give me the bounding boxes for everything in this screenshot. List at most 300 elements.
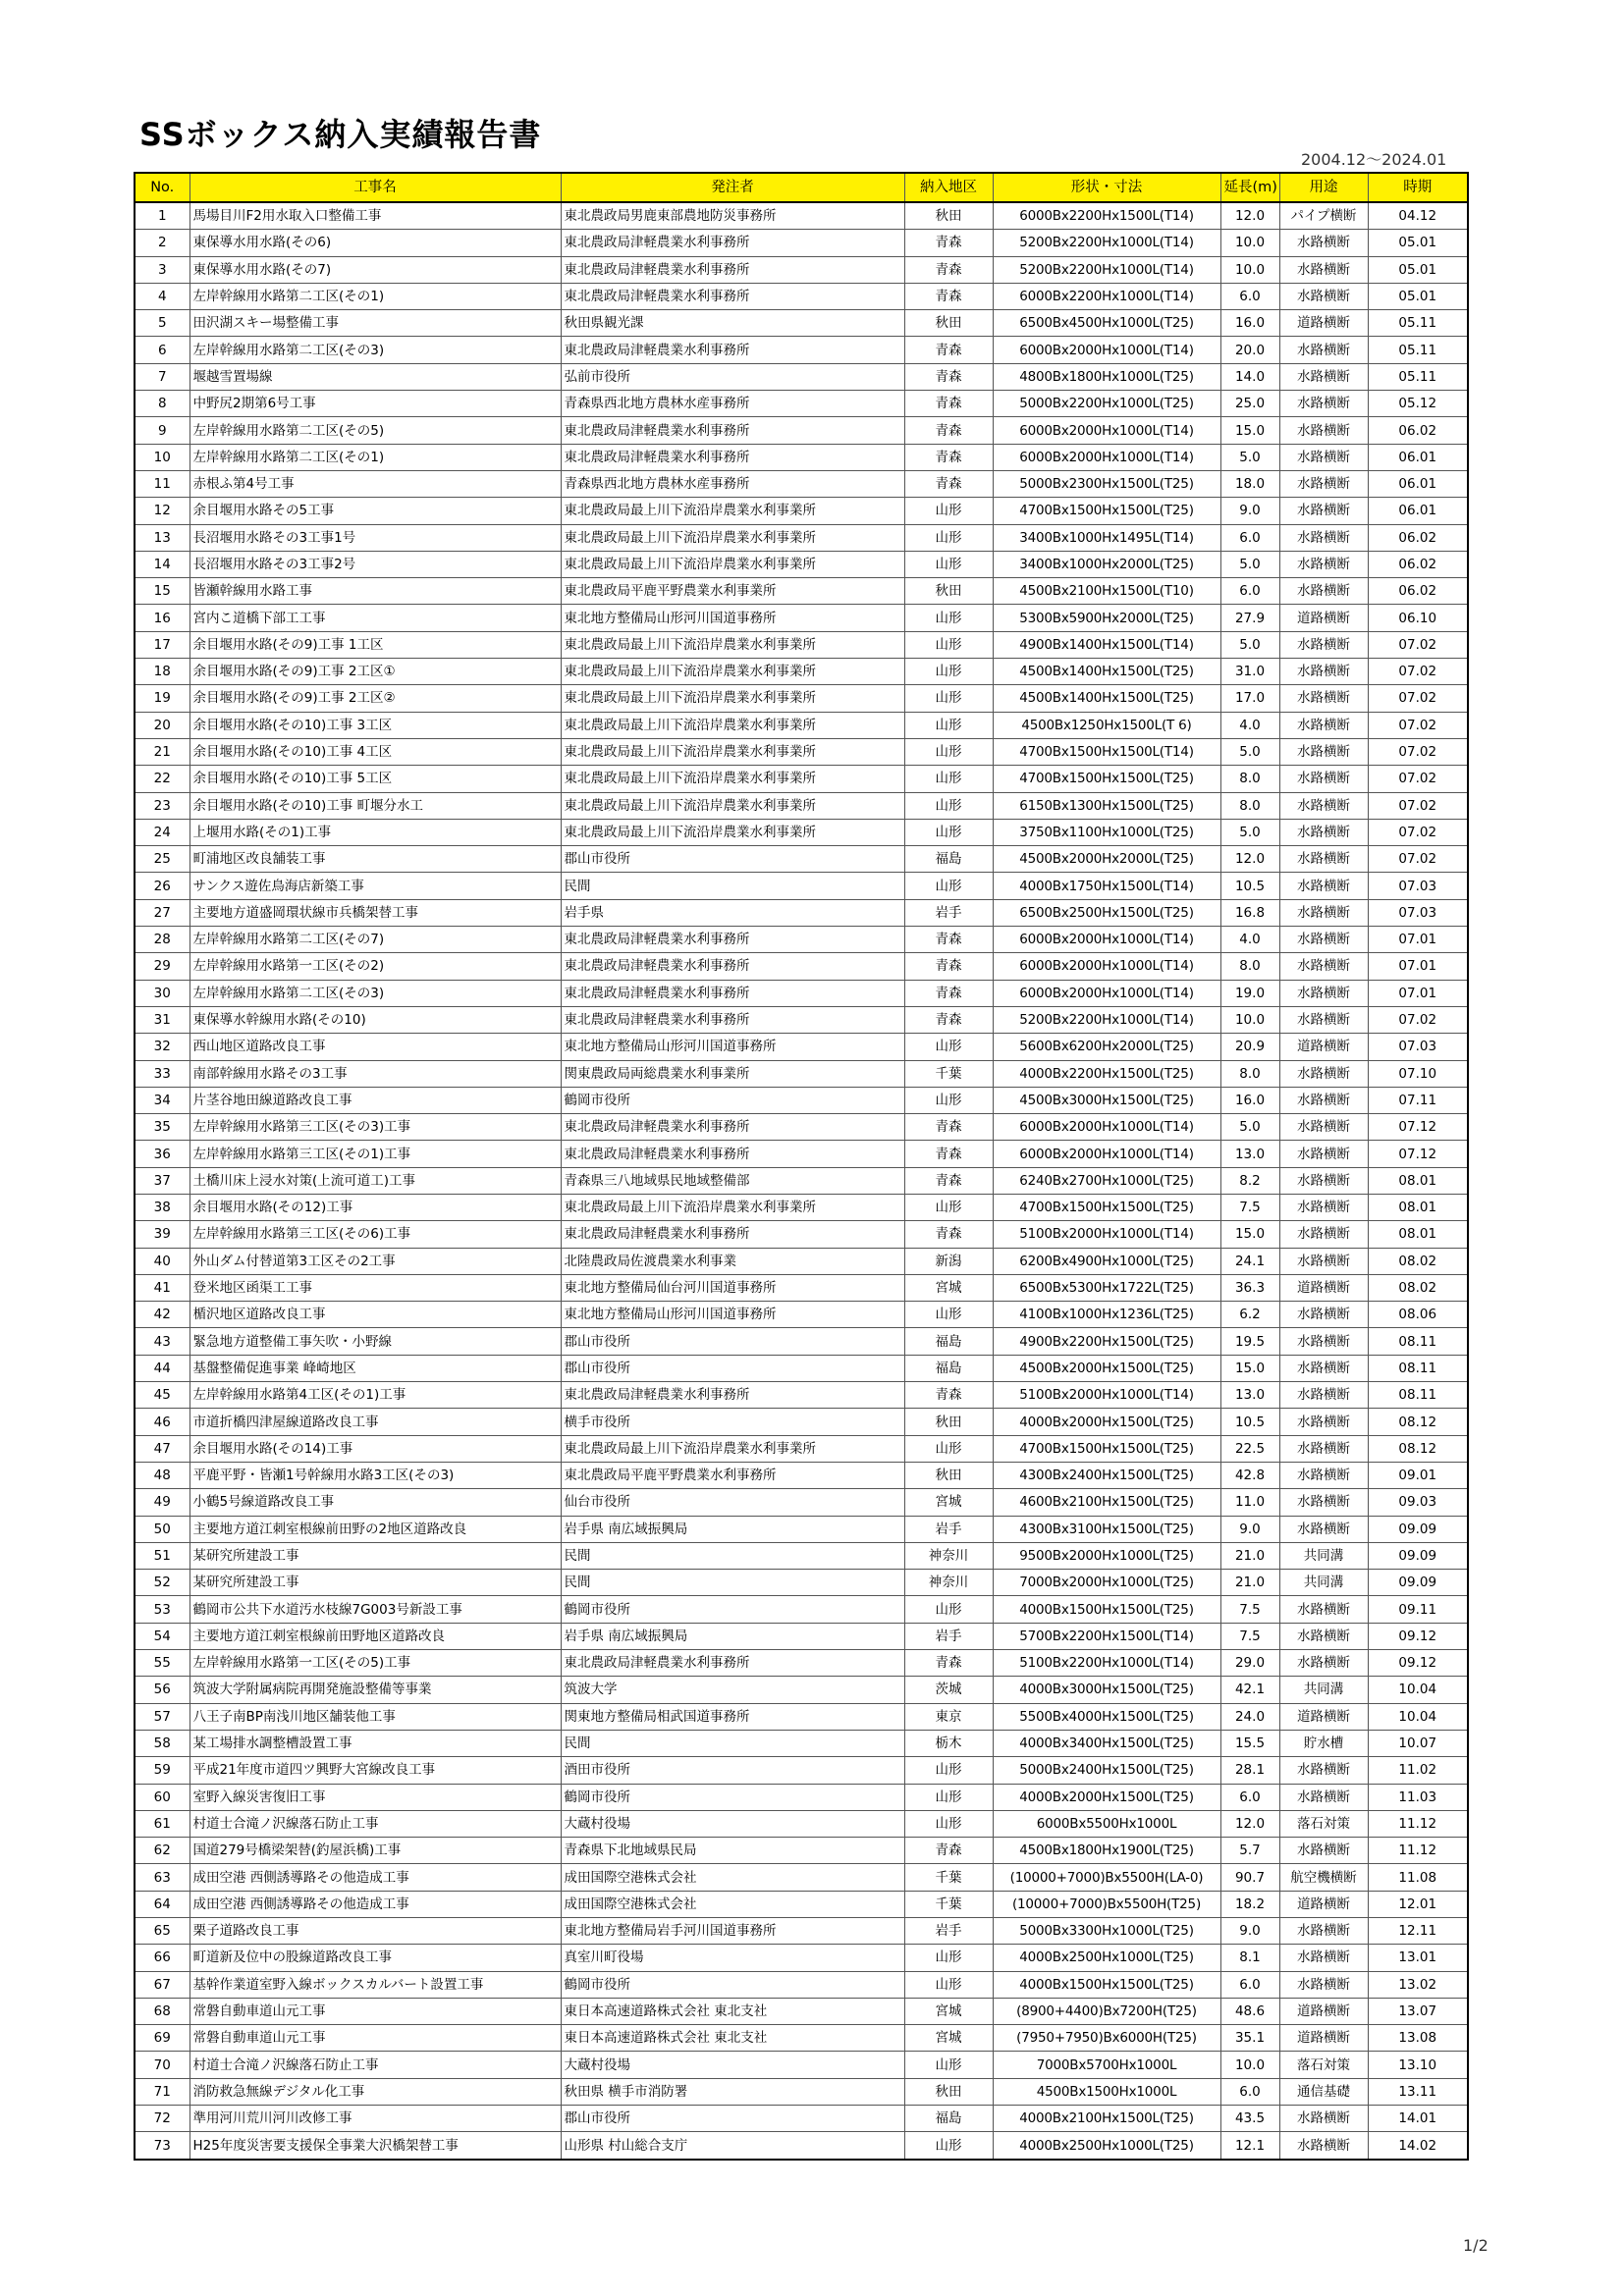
table-row: [135, 337, 1468, 363]
region-cell: 岩手: [904, 1623, 993, 1649]
project-name-cell: 準用河川荒川河川改修工事: [189, 2106, 561, 2132]
usage-cell: 水路横断: [1279, 819, 1368, 845]
dimensions-cell: 5100Bx2200Hx1000L(T14): [993, 1650, 1220, 1677]
client-name-cell: 東北農政局平鹿平野農業水利事業所: [561, 578, 904, 605]
region-cell: 山形: [904, 819, 993, 845]
row-number-cell: 68: [135, 1998, 189, 2024]
dimensions-cell: 4900Bx2200Hx1500L(T25): [993, 1328, 1220, 1355]
region-cell: 山形: [904, 631, 993, 658]
table-row: [135, 1328, 1468, 1355]
client-name-cell: 東北農政局津軽農業水利事務所: [561, 1382, 904, 1409]
period-cell: 05.12: [1368, 391, 1468, 417]
region-cell: 山形: [904, 1971, 993, 1998]
length-cell: 16.0: [1220, 1087, 1279, 1113]
period-cell: 07.03: [1368, 899, 1468, 926]
period-cell: 09.11: [1368, 1596, 1468, 1623]
length-cell: 15.0: [1220, 1355, 1279, 1381]
project-name-cell: 某研究所建設工事: [189, 1570, 561, 1596]
project-name-cell: サンクス遊佐鳥海店新築工事: [189, 873, 561, 899]
length-cell: 18.2: [1220, 1891, 1279, 1917]
dimensions-cell: 4000Bx2500Hx1000L(T25): [993, 2132, 1220, 2160]
client-name-cell: 東北農政局津軽農業水利事務所: [561, 444, 904, 470]
usage-cell: 水路横断: [1279, 283, 1368, 309]
region-cell: 山形: [904, 659, 993, 685]
client-name-cell: 東北農政局最上川下流沿岸農業水利事業所: [561, 1194, 904, 1220]
row-number-cell: 37: [135, 1167, 189, 1194]
period-cell: 07.02: [1368, 685, 1468, 712]
project-name-cell: 左岸幹線用水路第三工区(その3)工事: [189, 1114, 561, 1141]
period-cell: 11.02: [1368, 1757, 1468, 1784]
project-name-cell: 主要地方道江刺室根線前田野の2地区道路改良: [189, 1516, 561, 1542]
region-cell: 青森: [904, 1838, 993, 1864]
table-row: [135, 551, 1468, 577]
region-cell: 山形: [904, 1810, 993, 1837]
client-name-cell: 岩手県 南広域振興局: [561, 1516, 904, 1542]
dimensions-cell: (8900+4400)Bx7200H(T25): [993, 1998, 1220, 2024]
period-cell: 08.02: [1368, 1274, 1468, 1301]
length-cell: 5.0: [1220, 444, 1279, 470]
period-cell: 08.02: [1368, 1248, 1468, 1274]
usage-cell: 水路横断: [1279, 980, 1368, 1006]
table-row: [135, 1864, 1468, 1891]
row-number-cell: 31: [135, 1006, 189, 1033]
project-name-cell: 左岸幹線用水路第二工区(その1): [189, 283, 561, 309]
client-name-cell: 秋田県 横手市消防署: [561, 2078, 904, 2105]
table-row: [135, 1221, 1468, 1248]
project-name-cell: 長沼堰用水路その3工事2号: [189, 551, 561, 577]
region-cell: 青森: [904, 1114, 993, 1141]
project-name-cell: 左岸幹線用水路第三工区(その6)工事: [189, 1221, 561, 1248]
client-name-cell: 関東地方整備局相武国道事務所: [561, 1703, 904, 1730]
length-cell: 10.0: [1220, 230, 1279, 256]
client-name-cell: 弘前市役所: [561, 363, 904, 390]
page-title: SSボックス納入実績報告書: [139, 116, 542, 153]
region-cell: 青森: [904, 1167, 993, 1194]
length-cell: 9.0: [1220, 1516, 1279, 1542]
client-name-cell: 東北農政局津軽農業水利事務所: [561, 927, 904, 953]
period-cell: 06.02: [1368, 417, 1468, 444]
period-cell: 07.02: [1368, 819, 1468, 845]
row-number-cell: 38: [135, 1194, 189, 1220]
usage-cell: 水路横断: [1279, 551, 1368, 577]
period-cell: 09.09: [1368, 1516, 1468, 1542]
length-cell: 10.0: [1220, 1006, 1279, 1033]
usage-cell: 共同溝: [1279, 1542, 1368, 1569]
region-cell: 山形: [904, 1945, 993, 1971]
client-name-cell: 関東農政局両総農業水利事業所: [561, 1060, 904, 1087]
dimensions-cell: 6240Bx2700Hx1000L(T25): [993, 1167, 1220, 1194]
row-number-cell: 11: [135, 470, 189, 497]
client-name-cell: 郡山市役所: [561, 846, 904, 873]
period-cell: 13.11: [1368, 2078, 1468, 2105]
table-row: [135, 1971, 1468, 1998]
length-cell: 6.0: [1220, 1971, 1279, 1998]
length-cell: 10.5: [1220, 873, 1279, 899]
period-cell: 09.12: [1368, 1623, 1468, 1649]
row-number-cell: 64: [135, 1891, 189, 1917]
client-name-cell: 東北農政局最上川下流沿岸農業水利事業所: [561, 659, 904, 685]
dimensions-cell: 4000Bx2100Hx1500L(T25): [993, 2106, 1220, 2132]
client-name-cell: 青森県三八地域県民地域整備部: [561, 1167, 904, 1194]
dimensions-cell: 4500Bx3000Hx1500L(T25): [993, 1087, 1220, 1113]
row-number-cell: 5: [135, 310, 189, 337]
header-usage: 用途: [1279, 173, 1368, 202]
region-cell: 岩手: [904, 899, 993, 926]
dimensions-cell: 4700Bx1500Hx1500L(T25): [993, 498, 1220, 524]
client-name-cell: 東北農政局男鹿東部農地防災事務所: [561, 202, 904, 230]
usage-cell: 水路横断: [1279, 659, 1368, 685]
project-name-cell: 左岸幹線用水路第二工区(その3): [189, 337, 561, 363]
region-cell: 秋田: [904, 2078, 993, 2105]
project-name-cell: 室野入線災害復旧工事: [189, 1784, 561, 1810]
region-cell: 山形: [904, 792, 993, 819]
client-name-cell: 東北農政局最上川下流沿岸農業水利事業所: [561, 498, 904, 524]
project-name-cell: 余目堰用水路(その10)工事 4工区: [189, 738, 561, 765]
usage-cell: 水路横断: [1279, 1650, 1368, 1677]
project-name-cell: 上堰用水路(その1)工事: [189, 819, 561, 845]
length-cell: 6.0: [1220, 283, 1279, 309]
client-name-cell: 東北農政局津軽農業水利事務所: [561, 1221, 904, 1248]
client-name-cell: 東北農政局津軽農業水利事務所: [561, 1114, 904, 1141]
length-cell: 7.5: [1220, 1623, 1279, 1649]
region-cell: 山形: [904, 605, 993, 631]
usage-cell: 水路横断: [1279, 1757, 1368, 1784]
length-cell: 8.0: [1220, 766, 1279, 792]
table-row: [135, 363, 1468, 390]
row-number-cell: 22: [135, 766, 189, 792]
client-name-cell: 東北農政局津軽農業水利事務所: [561, 256, 904, 283]
client-name-cell: 東北農政局平鹿平野農業水利事務所: [561, 1462, 904, 1488]
client-name-cell: 郡山市役所: [561, 2106, 904, 2132]
row-number-cell: 4: [135, 283, 189, 309]
project-name-cell: 東保導水用水路(その6): [189, 230, 561, 256]
client-name-cell: 東北農政局津軽農業水利事務所: [561, 417, 904, 444]
period-cell: 05.11: [1368, 337, 1468, 363]
client-name-cell: 民間: [561, 1570, 904, 1596]
period-cell: 07.11: [1368, 1087, 1468, 1113]
row-number-cell: 26: [135, 873, 189, 899]
project-name-cell: 左岸幹線用水路第三工区(その1)工事: [189, 1141, 561, 1167]
length-cell: 10.0: [1220, 2052, 1279, 2078]
region-cell: 千葉: [904, 1864, 993, 1891]
usage-cell: 水路横断: [1279, 1435, 1368, 1462]
client-name-cell: 成田国際空港株式会社: [561, 1864, 904, 1891]
region-cell: 山形: [904, 685, 993, 712]
usage-cell: 水路横断: [1279, 1596, 1368, 1623]
region-cell: 山形: [904, 1596, 993, 1623]
row-number-cell: 39: [135, 1221, 189, 1248]
table-row: [135, 899, 1468, 926]
project-name-cell: 宮内こ道橋下部工工事: [189, 605, 561, 631]
project-name-cell: 主要地方道盛岡環状線市兵橋架替工事: [189, 899, 561, 926]
period-cell: 11.08: [1368, 1864, 1468, 1891]
usage-cell: 水路横断: [1279, 524, 1368, 551]
project-name-cell: 余目堰用水路(その9)工事 2工区②: [189, 685, 561, 712]
dimensions-cell: 4600Bx2100Hx1500L(T25): [993, 1489, 1220, 1516]
row-number-cell: 49: [135, 1489, 189, 1516]
row-number-cell: 1: [135, 202, 189, 230]
region-cell: 神奈川: [904, 1542, 993, 1569]
length-cell: 17.0: [1220, 685, 1279, 712]
region-cell: 東京: [904, 1703, 993, 1730]
length-cell: 48.6: [1220, 1998, 1279, 2024]
dimensions-cell: 4000Bx2000Hx1500L(T25): [993, 1409, 1220, 1435]
row-number-cell: 43: [135, 1328, 189, 1355]
length-cell: 21.0: [1220, 1542, 1279, 1569]
dimensions-cell: 5000Bx2300Hx1500L(T25): [993, 470, 1220, 497]
dimensions-cell: 3750Bx1100Hx1000L(T25): [993, 819, 1220, 845]
usage-cell: 水路横断: [1279, 470, 1368, 497]
period-cell: 09.09: [1368, 1542, 1468, 1569]
project-name-cell: 村道士合滝ノ沢線落石防止工事: [189, 2052, 561, 2078]
dimensions-cell: 4700Bx1500Hx1500L(T25): [993, 1194, 1220, 1220]
period-cell: 11.12: [1368, 1810, 1468, 1837]
period-cell: 06.01: [1368, 444, 1468, 470]
period-cell: 06.01: [1368, 470, 1468, 497]
usage-cell: 水路横断: [1279, 230, 1368, 256]
region-cell: 秋田: [904, 578, 993, 605]
table-row: [135, 631, 1468, 658]
row-number-cell: 47: [135, 1435, 189, 1462]
client-name-cell: 東北農政局最上川下流沿岸農業水利事業所: [561, 1435, 904, 1462]
table-row: [135, 578, 1468, 605]
table-row: [135, 980, 1468, 1006]
period-cell: 13.08: [1368, 2025, 1468, 2052]
project-name-cell: 東保導水用水路(その7): [189, 256, 561, 283]
period-cell: 08.11: [1368, 1328, 1468, 1355]
project-name-cell: 平鹿平野・皆瀬1号幹線用水路3工区(その3): [189, 1462, 561, 1488]
length-cell: 6.0: [1220, 524, 1279, 551]
row-number-cell: 71: [135, 2078, 189, 2105]
period-cell: 09.09: [1368, 1570, 1468, 1596]
length-cell: 8.2: [1220, 1167, 1279, 1194]
table-row: [135, 1703, 1468, 1730]
row-number-cell: 25: [135, 846, 189, 873]
dimensions-cell: 4500Bx1400Hx1500L(T25): [993, 685, 1220, 712]
client-name-cell: 青森県西北地方農林水産事務所: [561, 391, 904, 417]
client-name-cell: 東日本高速道路株式会社 東北支社: [561, 1998, 904, 2024]
client-name-cell: 民間: [561, 1730, 904, 1756]
usage-cell: 水路横断: [1279, 631, 1368, 658]
region-cell: 宮城: [904, 1274, 993, 1301]
usage-cell: 水路横断: [1279, 1971, 1368, 1998]
client-name-cell: 東北地方整備局仙台河川国道事務所: [561, 1274, 904, 1301]
project-name-cell: 常磐自動車道山元工事: [189, 2025, 561, 2052]
length-cell: 35.1: [1220, 2025, 1279, 2052]
client-name-cell: 鶴岡市役所: [561, 1784, 904, 1810]
length-cell: 29.0: [1220, 1650, 1279, 1677]
row-number-cell: 70: [135, 2052, 189, 2078]
dimensions-cell: 6500Bx2500Hx1500L(T25): [993, 899, 1220, 926]
row-number-cell: 17: [135, 631, 189, 658]
table-row: [135, 1757, 1468, 1784]
usage-cell: 道路横断: [1279, 2025, 1368, 2052]
client-name-cell: 東北農政局最上川下流沿岸農業水利事業所: [561, 551, 904, 577]
client-name-cell: 民間: [561, 1542, 904, 1569]
usage-cell: 水路横断: [1279, 846, 1368, 873]
period-cell: 13.10: [1368, 2052, 1468, 2078]
project-name-cell: 町道新及位中の股線道路改良工事: [189, 1945, 561, 1971]
project-name-cell: 皆瀬幹線用水路工事: [189, 578, 561, 605]
period-cell: 06.02: [1368, 524, 1468, 551]
region-cell: 山形: [904, 498, 993, 524]
row-number-cell: 30: [135, 980, 189, 1006]
table-row: [135, 712, 1468, 738]
row-number-cell: 35: [135, 1114, 189, 1141]
project-name-cell: H25年度災害要支援保全事業大沢橋架替工事: [189, 2132, 561, 2160]
table-row: [135, 1409, 1468, 1435]
dimensions-cell: 4900Bx1400Hx1500L(T14): [993, 631, 1220, 658]
table-row: [135, 1810, 1468, 1837]
row-number-cell: 61: [135, 1810, 189, 1837]
usage-cell: 水路横断: [1279, 1141, 1368, 1167]
project-name-cell: 余目堰用水路(その10)工事 5工区: [189, 766, 561, 792]
usage-cell: 道路横断: [1279, 1703, 1368, 1730]
row-number-cell: 34: [135, 1087, 189, 1113]
table-row: [135, 1542, 1468, 1569]
row-number-cell: 60: [135, 1784, 189, 1810]
row-number-cell: 52: [135, 1570, 189, 1596]
row-number-cell: 45: [135, 1382, 189, 1409]
region-cell: 山形: [904, 1435, 993, 1462]
usage-cell: 道路横断: [1279, 1274, 1368, 1301]
client-name-cell: 東北農政局最上川下流沿岸農業水利事業所: [561, 712, 904, 738]
project-name-cell: 左岸幹線用水路第4工区(その1)工事: [189, 1382, 561, 1409]
table-row: [135, 953, 1468, 980]
table-row: [135, 1784, 1468, 1810]
region-cell: 神奈川: [904, 1570, 993, 1596]
project-name-cell: 消防救急無線デジタル化工事: [189, 2078, 561, 2105]
length-cell: 18.0: [1220, 470, 1279, 497]
period-cell: 04.12: [1368, 202, 1468, 230]
client-name-cell: 鶴岡市役所: [561, 1087, 904, 1113]
client-name-cell: 東北農政局最上川下流沿岸農業水利事業所: [561, 738, 904, 765]
period-cell: 05.11: [1368, 310, 1468, 337]
length-cell: 27.9: [1220, 605, 1279, 631]
row-number-cell: 3: [135, 256, 189, 283]
usage-cell: 道路横断: [1279, 310, 1368, 337]
project-name-cell: 市道折橋四津屋線道路改良工事: [189, 1409, 561, 1435]
project-name-cell: 中野尻2期第6号工事: [189, 391, 561, 417]
usage-cell: 水路横断: [1279, 1382, 1368, 1409]
usage-cell: 水路横断: [1279, 363, 1368, 390]
region-cell: 山形: [904, 2132, 993, 2160]
region-cell: 岩手: [904, 1918, 993, 1945]
client-name-cell: 東北農政局津軽農業水利事務所: [561, 953, 904, 980]
usage-cell: 水路横断: [1279, 1060, 1368, 1087]
table-row: [135, 470, 1468, 497]
period-cell: 08.12: [1368, 1409, 1468, 1435]
dimensions-cell: 4700Bx1500Hx1500L(T25): [993, 1435, 1220, 1462]
period-cell: 10.04: [1368, 1703, 1468, 1730]
row-number-cell: 10: [135, 444, 189, 470]
usage-cell: 水路横断: [1279, 927, 1368, 953]
period-cell: 13.02: [1368, 1971, 1468, 1998]
client-name-cell: 北陸農政局佐渡農業水利事業: [561, 1248, 904, 1274]
project-name-cell: 筑波大学附属病院再開発施設整備等事業: [189, 1677, 561, 1703]
project-name-cell: 余目堰用水路(その9)工事 1工区: [189, 631, 561, 658]
dimensions-cell: (7950+7950)Bx6000H(T25): [993, 2025, 1220, 2052]
client-name-cell: 大蔵村役場: [561, 1810, 904, 1837]
client-name-cell: 大蔵村役場: [561, 2052, 904, 2078]
dimensions-cell: 6000Bx5500Hx1000L: [993, 1810, 1220, 1837]
client-name-cell: 東北農政局最上川下流沿岸農業水利事業所: [561, 524, 904, 551]
client-name-cell: 東北農政局津軽農業水利事務所: [561, 1006, 904, 1033]
project-name-cell: 成田空港 西側誘導路その他造成工事: [189, 1891, 561, 1917]
table-row: [135, 605, 1468, 631]
dimensions-cell: 6000Bx2000Hx1000L(T14): [993, 1114, 1220, 1141]
row-number-cell: 23: [135, 792, 189, 819]
length-cell: 15.0: [1220, 1221, 1279, 1248]
length-cell: 9.0: [1220, 1918, 1279, 1945]
dimensions-cell: 5100Bx2000Hx1000L(T14): [993, 1221, 1220, 1248]
length-cell: 19.5: [1220, 1328, 1279, 1355]
region-cell: 青森: [904, 444, 993, 470]
usage-cell: 水路横断: [1279, 1623, 1368, 1649]
period-cell: 07.02: [1368, 846, 1468, 873]
row-number-cell: 50: [135, 1516, 189, 1542]
dimensions-cell: 6000Bx2200Hx1000L(T14): [993, 283, 1220, 309]
length-cell: 42.1: [1220, 1677, 1279, 1703]
row-number-cell: 57: [135, 1703, 189, 1730]
project-name-cell: 馬場目川F2用水取入口整備工事: [189, 202, 561, 230]
row-number-cell: 8: [135, 391, 189, 417]
project-name-cell: 国道279号橋梁架替(釣屋浜橋)工事: [189, 1838, 561, 1864]
period-cell: 11.12: [1368, 1838, 1468, 1864]
row-number-cell: 40: [135, 1248, 189, 1274]
region-cell: 岩手: [904, 1516, 993, 1542]
table-row: [135, 1891, 1468, 1917]
usage-cell: 水路横断: [1279, 1409, 1368, 1435]
region-cell: 茨城: [904, 1677, 993, 1703]
row-number-cell: 46: [135, 1409, 189, 1435]
table-row: [135, 792, 1468, 819]
period-cell: 06.10: [1368, 605, 1468, 631]
project-name-cell: 平成21年度市道四ツ興野大宮線改良工事: [189, 1757, 561, 1784]
row-number-cell: 29: [135, 953, 189, 980]
table-row: [135, 1489, 1468, 1516]
dimensions-cell: 5000Bx2200Hx1000L(T25): [993, 391, 1220, 417]
length-cell: 90.7: [1220, 1864, 1279, 1891]
region-cell: 青森: [904, 927, 993, 953]
project-name-cell: 余目堰用水路(その10)工事 町堰分水工: [189, 792, 561, 819]
length-cell: 6.2: [1220, 1302, 1279, 1328]
table-row: [135, 1274, 1468, 1301]
usage-cell: 水路横断: [1279, 1114, 1368, 1141]
length-cell: 14.0: [1220, 363, 1279, 390]
table-row: [135, 2132, 1468, 2160]
dimensions-cell: 4000Bx1500Hx1500L(T25): [993, 1971, 1220, 1998]
dimensions-cell: 4300Bx3100Hx1500L(T25): [993, 1516, 1220, 1542]
region-cell: 山形: [904, 2052, 993, 2078]
table-row: [135, 927, 1468, 953]
region-cell: 秋田: [904, 202, 993, 230]
length-cell: 12.0: [1220, 846, 1279, 873]
dimensions-cell: 5700Bx2200Hx1500L(T14): [993, 1623, 1220, 1649]
period-cell: 11.03: [1368, 1784, 1468, 1810]
usage-cell: 通信基礎: [1279, 2078, 1368, 2105]
dimensions-cell: 4000Bx1750Hx1500L(T14): [993, 873, 1220, 899]
usage-cell: 道路横断: [1279, 1891, 1368, 1917]
project-name-cell: 長沼堰用水路その3工事1号: [189, 524, 561, 551]
client-name-cell: 東北農政局津軽農業水利事務所: [561, 337, 904, 363]
project-name-cell: 楯沢地区道路改良工事: [189, 1302, 561, 1328]
dimensions-cell: 6000Bx2000Hx1000L(T14): [993, 953, 1220, 980]
dimensions-cell: 4500Bx2000Hx1500L(T25): [993, 1355, 1220, 1381]
dimensions-cell: 6000Bx2000Hx1000L(T14): [993, 337, 1220, 363]
period-cell: 08.06: [1368, 1302, 1468, 1328]
length-cell: 42.8: [1220, 1462, 1279, 1488]
